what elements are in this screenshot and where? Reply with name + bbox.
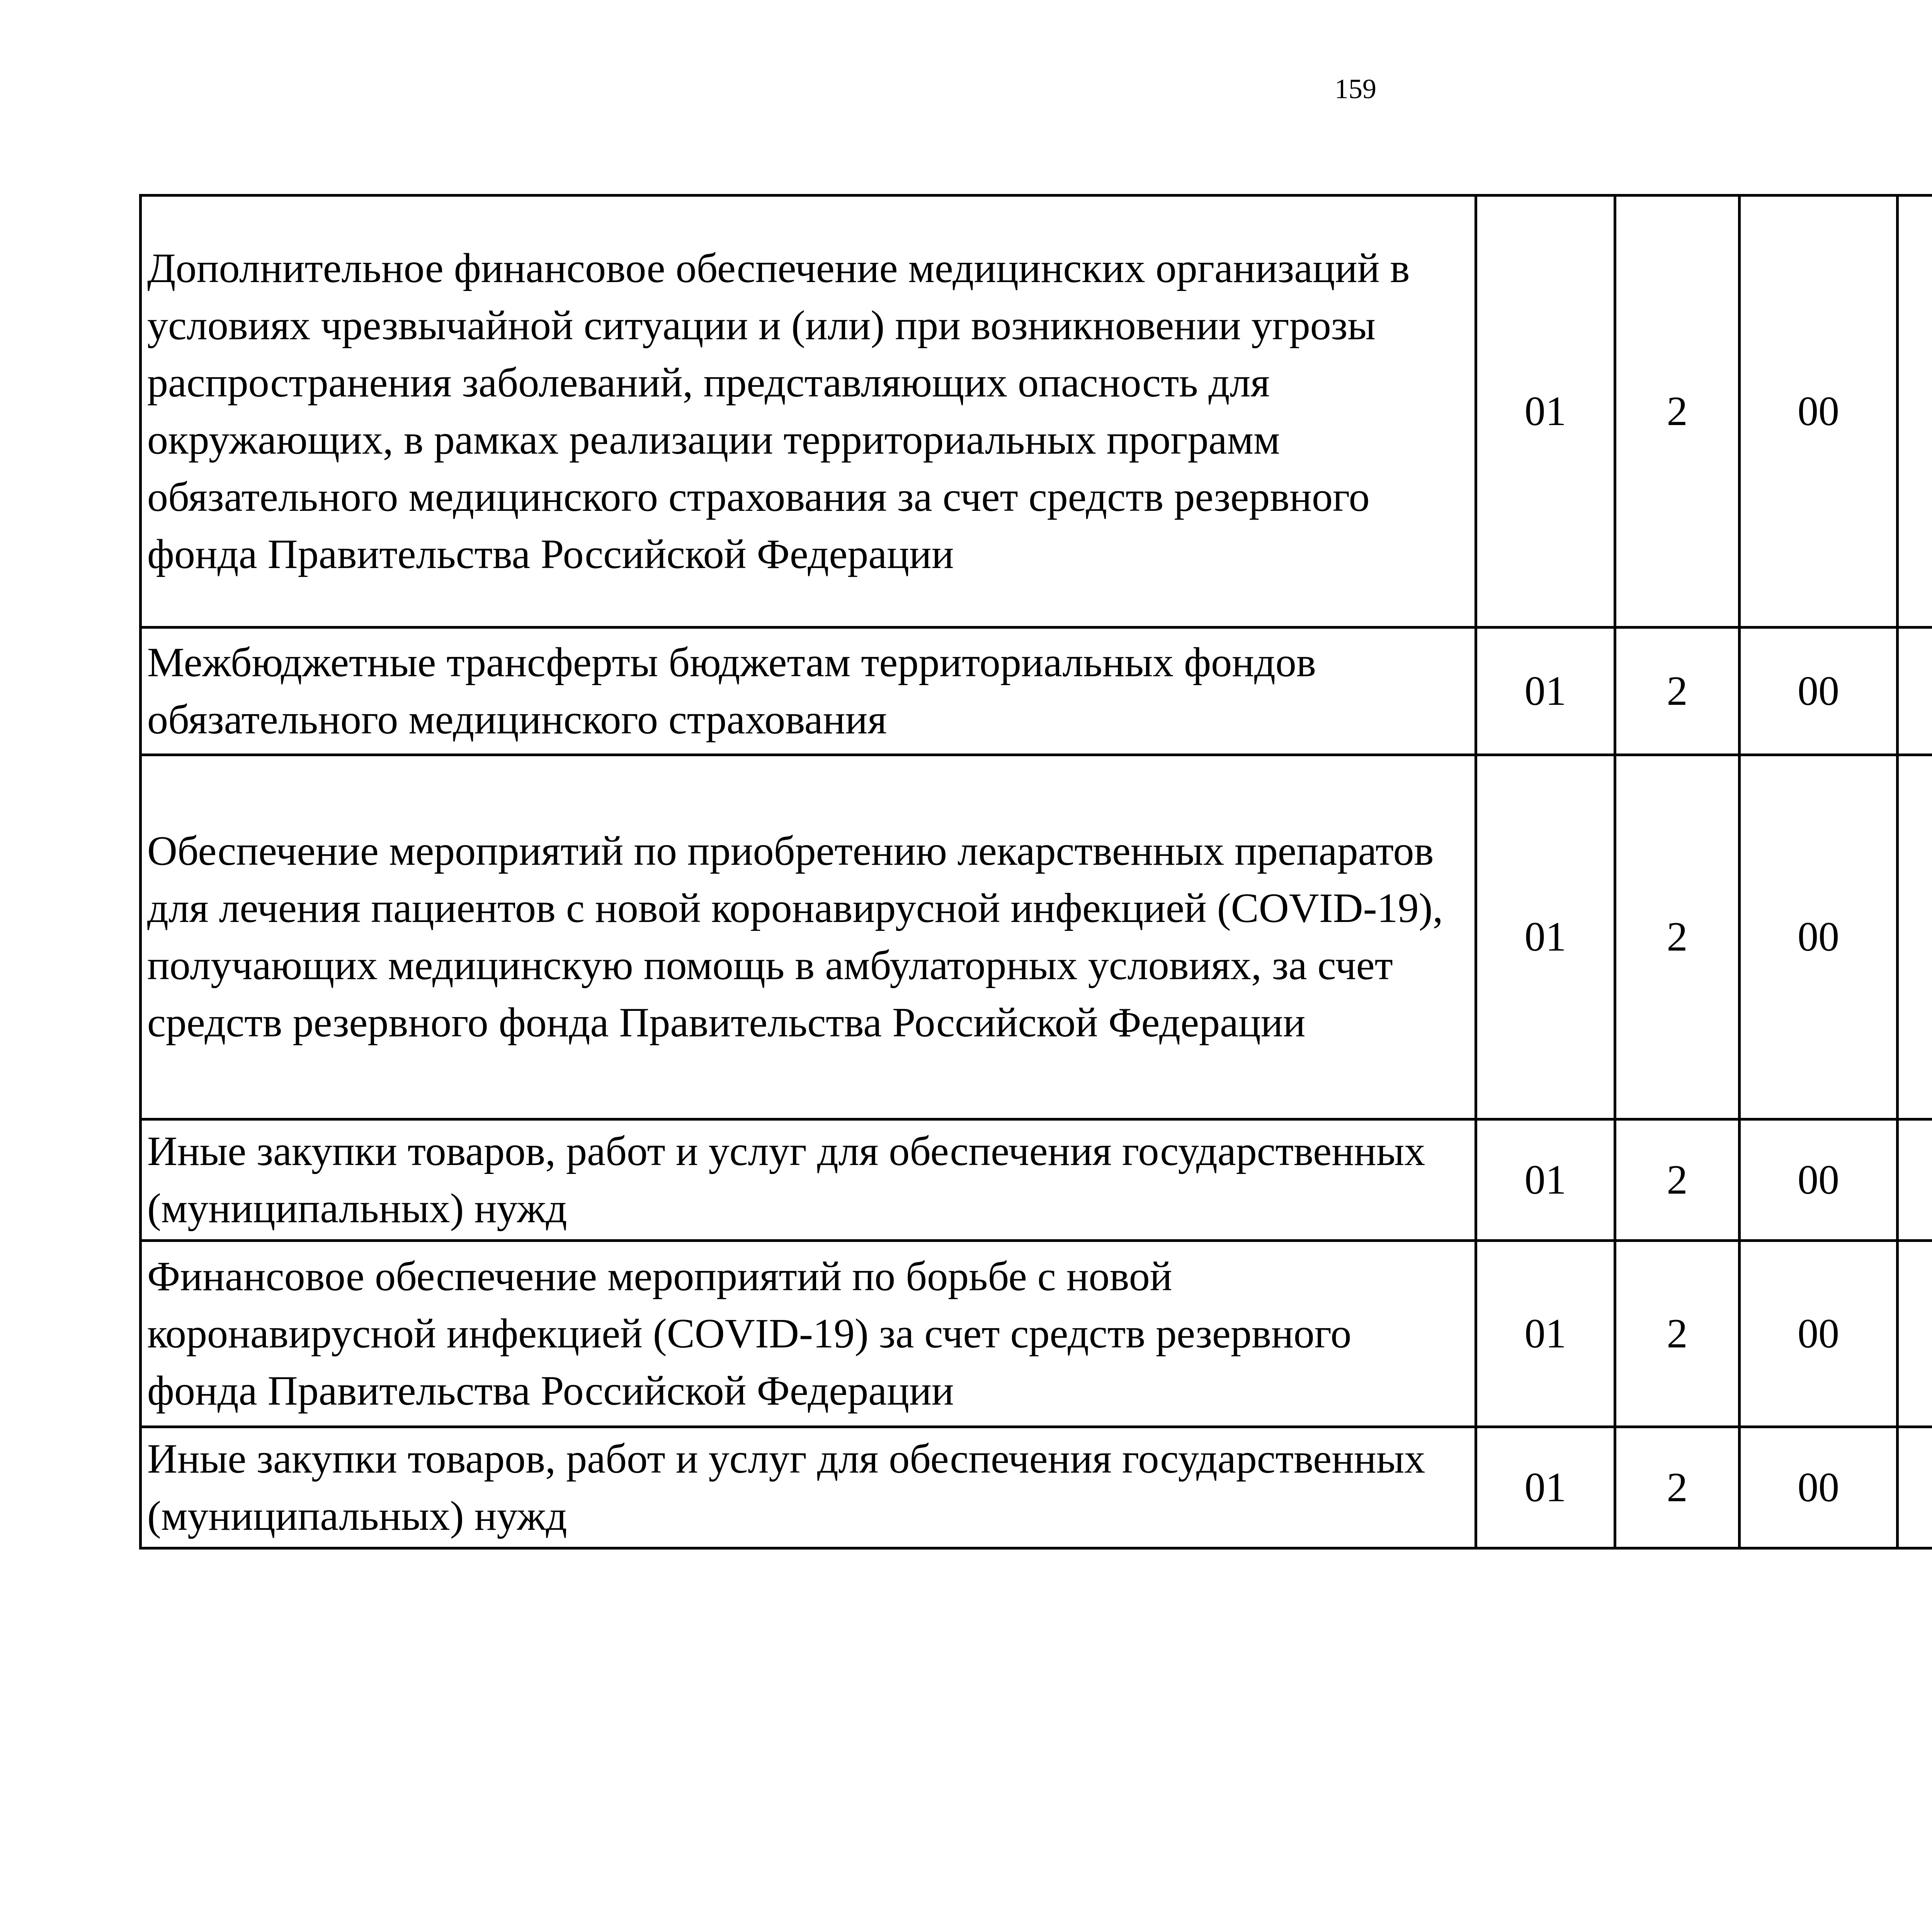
table-row xyxy=(141,628,1932,755)
program-code-cell: 2 xyxy=(1615,628,1740,755)
table-row xyxy=(141,1427,1932,1548)
row-name-cell: Дополнительное финансовое обеспечение медицинских организаций в условиях чрезвычайной ситуации и (или) при возникновении угрозы распространения заболеваний, представляющих опасность для окружающих, в рамках реализации территориальных программ обязательного медицинского страхования за счет средств резервного фонда Правительства Российской Федерации xyxy=(141,196,1476,628)
subprogram-code-cell: 00 xyxy=(1740,1241,1898,1427)
table-row xyxy=(141,1119,1932,1241)
budget-table xyxy=(139,194,1932,1550)
subprogram-code-cell: 00 xyxy=(1740,628,1898,755)
subprogram-code-cell: 00 xyxy=(1740,1427,1898,1548)
row-name-cell: Иные закупки товаров, работ и услуг для обеспечения государственных (муниципальных) нужд xyxy=(141,1427,1476,1548)
row-name-cell: Иные закупки товаров, работ и услуг для обеспечения государственных (муниципальных) нужд xyxy=(141,1119,1476,1241)
section-code-cell: 01 xyxy=(1476,196,1615,628)
row-name-cell: Межбюджетные трансферты бюджетам территориальных фондов обязательного медицинского страхования xyxy=(141,628,1476,755)
section-code-cell: 01 xyxy=(1476,628,1615,755)
section-code-cell: 01 xyxy=(1476,1119,1615,1241)
section-code-cell: 01 xyxy=(1476,1241,1615,1427)
table-row xyxy=(141,755,1932,1119)
row-name-cell: Финансовое обеспечение мероприятий по борьбе с новой коронавирусной инфекцией (COVID-19) за счет средств резервного фонда Правительства Российской Федерации xyxy=(141,1241,1476,1427)
direction-code-cell xyxy=(1898,1241,1932,1427)
direction-code-cell xyxy=(1898,628,1932,755)
direction-code-cell xyxy=(1898,1427,1932,1548)
table-row xyxy=(141,196,1932,628)
program-code-cell: 2 xyxy=(1615,755,1740,1119)
row-name-cell: Обеспечение мероприятий по приобретению лекарственных препаратов для лечения пациентов с новой коронавирусной инфекцией (COVID-19), получающих медицинскую помощь в амбулаторных условиях, за счет средств резервного фонда Правительства Российской Федерации xyxy=(141,755,1476,1119)
subprogram-code-cell: 00 xyxy=(1740,196,1898,628)
program-code-cell: 2 xyxy=(1615,1427,1740,1548)
subprogram-code-cell: 00 xyxy=(1740,1119,1898,1241)
table-row xyxy=(141,1241,1932,1427)
program-code-cell: 2 xyxy=(1615,1241,1740,1427)
section-code-cell: 01 xyxy=(1476,755,1615,1119)
direction-code-cell xyxy=(1898,755,1932,1119)
subprogram-code-cell: 00 xyxy=(1740,755,1898,1119)
section-code-cell: 01 xyxy=(1476,1427,1615,1548)
program-code-cell: 2 xyxy=(1615,1119,1740,1241)
page-number: 159 xyxy=(1335,73,1376,104)
program-code-cell: 2 xyxy=(1615,196,1740,628)
direction-code-cell xyxy=(1898,1119,1932,1241)
direction-code-cell xyxy=(1898,196,1932,628)
